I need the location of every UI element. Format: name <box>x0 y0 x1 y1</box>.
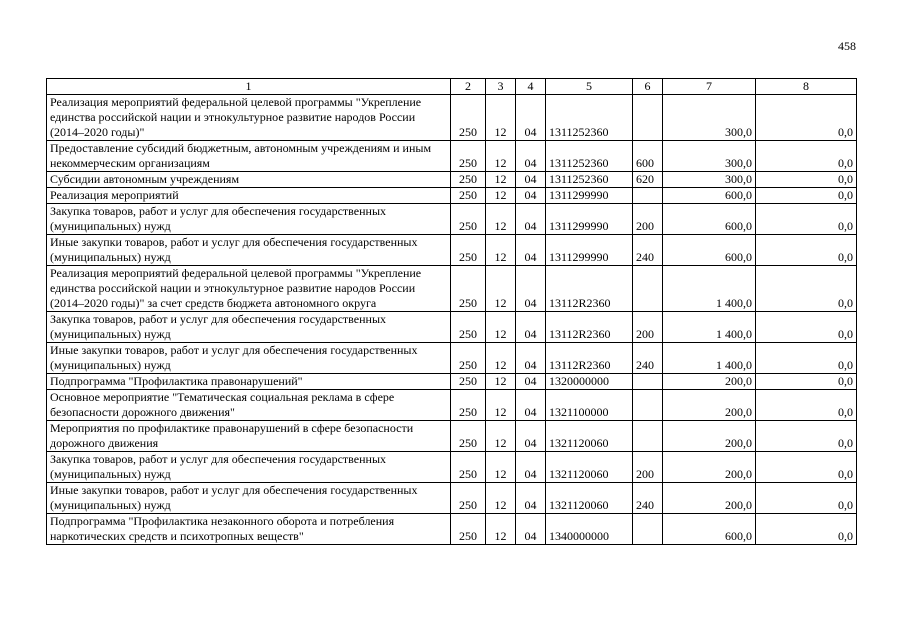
row-name-cell: Иные закупки товаров, работ и услуг для обеспечения государственных (муниципальных) нужд <box>47 343 451 374</box>
amount-cell: 0,0 <box>756 312 857 343</box>
table-row <box>47 483 857 514</box>
subsection-cell: 04 <box>516 514 546 545</box>
table-row <box>47 266 857 312</box>
section-cell: 12 <box>486 266 516 312</box>
target-article-cell: 1311299990 <box>546 188 633 204</box>
code-cell: 250 <box>451 141 486 172</box>
amount-cell: 0,0 <box>756 483 857 514</box>
amount-cell: 600,0 <box>663 514 756 545</box>
target-article-cell: 1340000000 <box>546 514 633 545</box>
table-row <box>47 172 857 188</box>
code-cell: 250 <box>451 421 486 452</box>
subsection-cell: 04 <box>516 312 546 343</box>
subsection-cell: 04 <box>516 390 546 421</box>
row-name-cell: Закупка товаров, работ и услуг для обеспечения государственных (муниципальных) нужд <box>47 452 451 483</box>
subsection-cell: 04 <box>516 266 546 312</box>
section-cell: 12 <box>486 172 516 188</box>
amount-cell: 600,0 <box>663 204 756 235</box>
amount-cell: 300,0 <box>663 95 756 141</box>
target-article-cell: 1321100000 <box>546 390 633 421</box>
section-cell: 12 <box>486 421 516 452</box>
amount-cell: 300,0 <box>663 172 756 188</box>
amount-cell: 600,0 <box>663 235 756 266</box>
table-row <box>47 141 857 172</box>
amount-cell: 600,0 <box>663 188 756 204</box>
subsection-cell: 04 <box>516 188 546 204</box>
amount-cell: 1 400,0 <box>663 343 756 374</box>
code-cell: 250 <box>451 452 486 483</box>
expense-type-cell: 200 <box>633 452 663 483</box>
subsection-cell: 04 <box>516 343 546 374</box>
table-row <box>47 235 857 266</box>
section-cell: 12 <box>486 483 516 514</box>
subsection-cell: 04 <box>516 483 546 514</box>
amount-cell: 0,0 <box>756 235 857 266</box>
section-cell: 12 <box>486 95 516 141</box>
table-row <box>47 514 857 545</box>
expense-type-cell: 240 <box>633 343 663 374</box>
section-cell: 12 <box>486 390 516 421</box>
amount-cell: 200,0 <box>663 390 756 421</box>
section-cell: 12 <box>486 235 516 266</box>
subsection-cell: 04 <box>516 204 546 235</box>
amount-cell: 1 400,0 <box>663 312 756 343</box>
amount-cell: 200,0 <box>663 421 756 452</box>
table-row <box>47 452 857 483</box>
section-cell: 12 <box>486 204 516 235</box>
target-article-cell: 1320000000 <box>546 374 633 390</box>
expense-type-cell: 240 <box>633 235 663 266</box>
expense-type-cell <box>633 188 663 204</box>
section-cell: 12 <box>486 188 516 204</box>
row-name-cell: Подпрограмма "Профилактика незаконного оборота и потребления наркотических средств и психотропных веществ" <box>47 514 451 545</box>
expense-type-cell <box>633 95 663 141</box>
amount-cell: 200,0 <box>663 483 756 514</box>
table-row <box>47 390 857 421</box>
row-name-cell: Субсидии автономным учреждениям <box>47 172 451 188</box>
subsection-cell: 04 <box>516 421 546 452</box>
expense-type-cell: 600 <box>633 141 663 172</box>
amount-cell: 0,0 <box>756 95 857 141</box>
row-name-cell: Реализация мероприятий федеральной целевой программы "Укрепление единства российской нации и этнокультурное развитие народов России (2014–2020 годы)" за счет средств бюджета автономного округа <box>47 266 451 312</box>
header-row <box>47 79 857 95</box>
expense-type-cell: 240 <box>633 483 663 514</box>
target-article-cell: 1321120060 <box>546 483 633 514</box>
code-cell: 250 <box>451 235 486 266</box>
header-cell: 8 <box>756 79 857 95</box>
amount-cell: 0,0 <box>756 452 857 483</box>
expense-type-cell <box>633 374 663 390</box>
table-row <box>47 343 857 374</box>
target-article-cell: 1311252360 <box>546 95 633 141</box>
row-name-cell: Иные закупки товаров, работ и услуг для обеспечения государственных (муниципальных) нужд <box>47 235 451 266</box>
amount-cell: 0,0 <box>756 374 857 390</box>
target-article-cell: 1311252360 <box>546 141 633 172</box>
header-cell: 4 <box>516 79 546 95</box>
header-cell: 6 <box>633 79 663 95</box>
target-article-cell: 1311252360 <box>546 172 633 188</box>
expense-type-cell <box>633 266 663 312</box>
table-row <box>47 374 857 390</box>
expense-type-cell: 200 <box>633 312 663 343</box>
subsection-cell: 04 <box>516 452 546 483</box>
page-number: 458 <box>838 39 856 53</box>
subsection-cell: 04 <box>516 235 546 266</box>
row-name-cell: Реализация мероприятий федеральной целевой программы "Укрепление единства российской нации и этнокультурное развитие народов России (2014–2020 годы)" <box>47 95 451 141</box>
expense-type-cell <box>633 421 663 452</box>
row-name-cell: Подпрограмма "Профилактика правонарушений" <box>47 374 451 390</box>
row-name-cell: Предоставление субсидий бюджетным, автономным учреждениям и иным некоммерческим организациям <box>47 141 451 172</box>
target-article-cell: 1321120060 <box>546 452 633 483</box>
amount-cell: 300,0 <box>663 141 756 172</box>
section-cell: 12 <box>486 374 516 390</box>
row-name-cell: Закупка товаров, работ и услуг для обеспечения государственных (муниципальных) нужд <box>47 204 451 235</box>
header-cell: 7 <box>663 79 756 95</box>
target-article-cell: 1321120060 <box>546 421 633 452</box>
amount-cell: 0,0 <box>756 266 857 312</box>
header-cell: 1 <box>47 79 451 95</box>
header-cell: 5 <box>546 79 633 95</box>
amount-cell: 0,0 <box>756 514 857 545</box>
code-cell: 250 <box>451 390 486 421</box>
table-row <box>47 188 857 204</box>
row-name-cell: Основное мероприятие "Тематическая социальная реклама в сфере безопасности дорожного движения" <box>47 390 451 421</box>
section-cell: 12 <box>486 343 516 374</box>
row-name-cell: Реализация мероприятий <box>47 188 451 204</box>
header-cell: 2 <box>451 79 486 95</box>
amount-cell: 0,0 <box>756 390 857 421</box>
subsection-cell: 04 <box>516 95 546 141</box>
amount-cell: 0,0 <box>756 141 857 172</box>
target-article-cell: 13112R2360 <box>546 312 633 343</box>
amount-cell: 1 400,0 <box>663 266 756 312</box>
target-article-cell: 13112R2360 <box>546 343 633 374</box>
subsection-cell: 04 <box>516 141 546 172</box>
row-name-cell: Мероприятия по профилактике правонарушений в сфере безопасности дорожного движения <box>47 421 451 452</box>
section-cell: 12 <box>486 141 516 172</box>
code-cell: 250 <box>451 188 486 204</box>
amount-cell: 0,0 <box>756 172 857 188</box>
expense-type-cell <box>633 390 663 421</box>
table-row <box>47 421 857 452</box>
target-article-cell: 1311299990 <box>546 204 633 235</box>
row-name-cell: Иные закупки товаров, работ и услуг для обеспечения государственных (муниципальных) нужд <box>47 483 451 514</box>
expense-type-cell: 200 <box>633 204 663 235</box>
section-cell: 12 <box>486 514 516 545</box>
table-row <box>47 204 857 235</box>
subsection-cell: 04 <box>516 374 546 390</box>
section-cell: 12 <box>486 312 516 343</box>
table-row <box>47 95 857 141</box>
code-cell: 250 <box>451 172 486 188</box>
code-cell: 250 <box>451 374 486 390</box>
code-cell: 250 <box>451 312 486 343</box>
row-name-cell: Закупка товаров, работ и услуг для обеспечения государственных (муниципальных) нужд <box>47 312 451 343</box>
code-cell: 250 <box>451 95 486 141</box>
expense-type-cell <box>633 514 663 545</box>
expense-type-cell: 620 <box>633 172 663 188</box>
amount-cell: 0,0 <box>756 204 857 235</box>
code-cell: 250 <box>451 514 486 545</box>
code-cell: 250 <box>451 204 486 235</box>
section-cell: 12 <box>486 452 516 483</box>
amount-cell: 0,0 <box>756 188 857 204</box>
code-cell: 250 <box>451 483 486 514</box>
table-row <box>47 312 857 343</box>
amount-cell: 0,0 <box>756 343 857 374</box>
target-article-cell: 13112R2360 <box>546 266 633 312</box>
amount-cell: 0,0 <box>756 421 857 452</box>
code-cell: 250 <box>451 266 486 312</box>
target-article-cell: 1311299990 <box>546 235 633 266</box>
amount-cell: 200,0 <box>663 452 756 483</box>
amount-cell: 200,0 <box>663 374 756 390</box>
code-cell: 250 <box>451 343 486 374</box>
budget-table <box>46 78 857 545</box>
header-cell: 3 <box>486 79 516 95</box>
subsection-cell: 04 <box>516 172 546 188</box>
